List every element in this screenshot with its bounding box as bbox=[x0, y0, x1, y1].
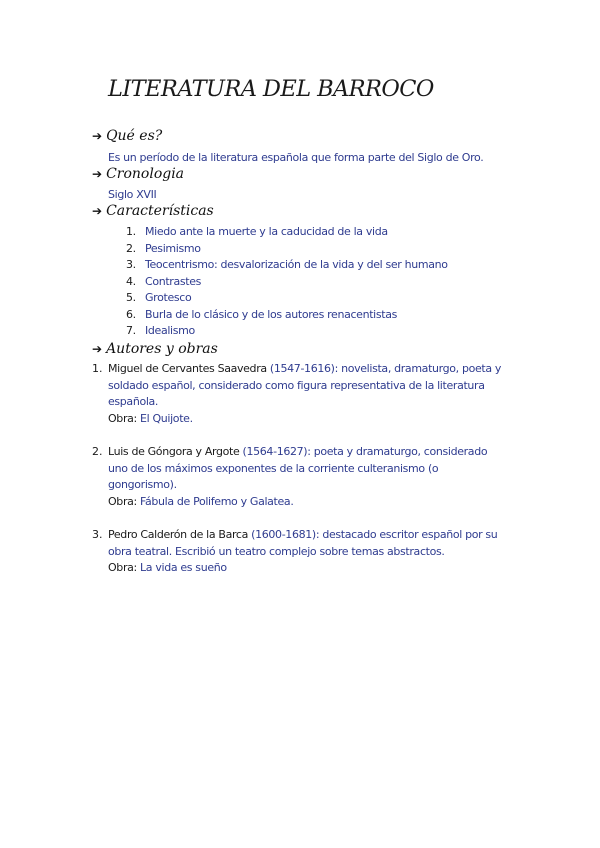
author-desc: obra teatral. Escribió un teatro complejo sobre temas abstractos. bbox=[108, 545, 445, 558]
heading-caracteristicas: ➔ Características bbox=[92, 203, 214, 219]
obra-label: Obra: bbox=[108, 495, 141, 508]
author-desc: gongorismo). bbox=[108, 478, 177, 491]
list-item: 1. Miedo ante la muerte y la caducidad de la vida bbox=[126, 225, 388, 238]
author-desc: uno de los máximos exponentes de la corriente culteranismo (o bbox=[108, 462, 439, 475]
arrow-icon: ➔ bbox=[92, 204, 103, 218]
author-desc: soldado español, considerado como figura representativa de la literatura bbox=[108, 379, 485, 392]
list-item: 5. Grotesco bbox=[126, 291, 192, 304]
obra-title: Fábula de Polifemo y Galatea. bbox=[140, 495, 294, 508]
arrow-icon: ➔ bbox=[92, 167, 103, 181]
obra-label: Obra: bbox=[108, 412, 141, 425]
author-name: Miguel de Cervantes Saavedra bbox=[108, 362, 270, 375]
author-obra bbox=[108, 561, 227, 574]
heading-autores-y-obras: ➔ Autores y obras bbox=[92, 341, 218, 357]
author-desc: (1564-1627): poeta y dramaturgo, considerado bbox=[242, 445, 488, 458]
list-item: 7. Idealismo bbox=[126, 324, 195, 337]
author-name: Pedro Calderón de la Barca bbox=[108, 528, 252, 541]
obra-title: El Quijote. bbox=[140, 412, 193, 425]
page-title: LITERATURA DEL BARROCO bbox=[108, 76, 434, 102]
author-obra bbox=[108, 495, 293, 508]
author-number: 3. bbox=[92, 528, 103, 541]
arrow-icon: ➔ bbox=[92, 129, 103, 143]
que-es-text: Es un período de la literatura española que forma parte del Siglo de Oro. bbox=[108, 151, 484, 164]
author-desc: (1547-1616): novelista, dramaturgo, poeta y bbox=[269, 362, 502, 375]
cronologia-text: Siglo XVII bbox=[108, 188, 157, 201]
author-number: 2. bbox=[92, 445, 103, 458]
obra-label: Obra: bbox=[108, 561, 141, 574]
author-number: 1. bbox=[92, 362, 103, 375]
heading-cronologia: ➔ Cronologia bbox=[92, 166, 185, 182]
obra-title: La vida es sueño bbox=[140, 561, 227, 574]
author-obra bbox=[108, 412, 193, 425]
author-entry bbox=[108, 528, 497, 541]
arrow-icon: ➔ bbox=[92, 342, 103, 356]
list-item: 3. Teocentrismo: desvalorización de la vida y del ser humano bbox=[126, 258, 448, 271]
author-desc: española. bbox=[108, 395, 159, 408]
author-entry bbox=[108, 362, 501, 375]
heading-que-es: ➔ Qué es? bbox=[92, 128, 163, 144]
list-item: 4. Contrastes bbox=[126, 275, 202, 288]
author-desc: (1600-1681): destacado escritor español por su bbox=[251, 528, 498, 541]
list-item: 2. Pesimismo bbox=[126, 242, 201, 255]
list-item: 6. Burla de lo clásico y de los autores renacentistas bbox=[126, 308, 398, 321]
author-entry bbox=[108, 445, 487, 458]
author-name: Luis de Góngora y Argote bbox=[108, 445, 243, 458]
